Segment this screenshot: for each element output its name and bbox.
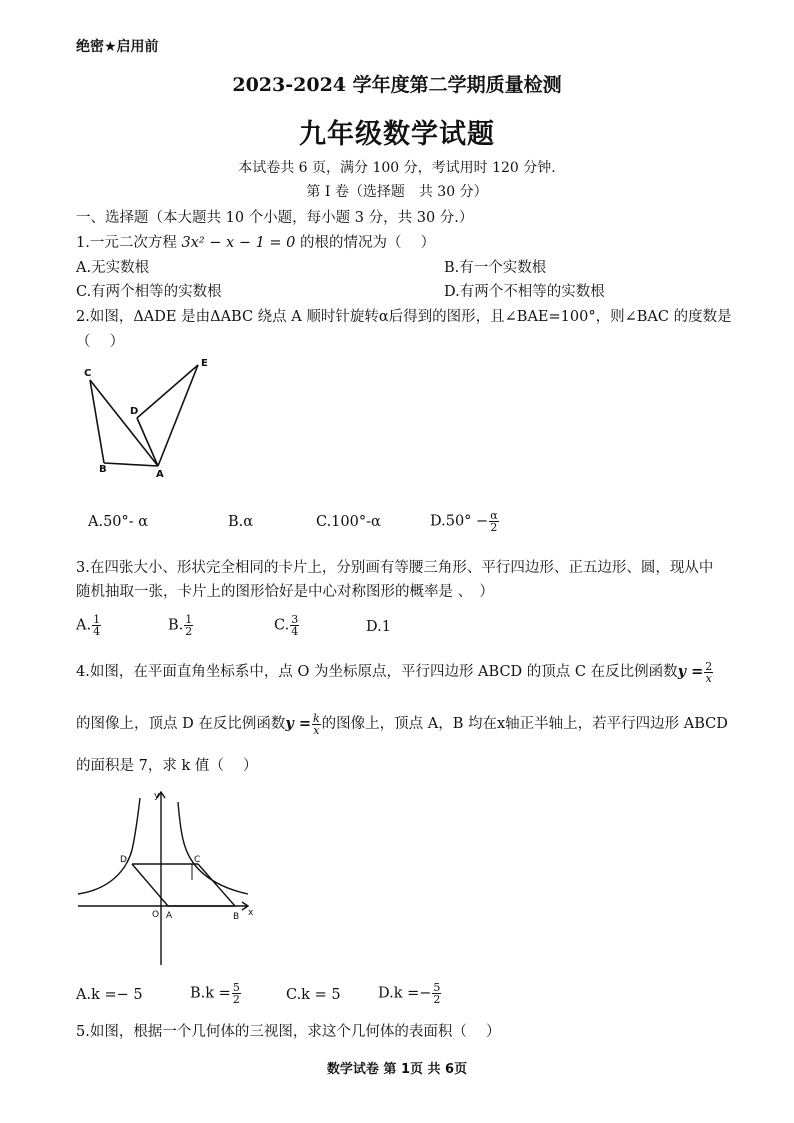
q4-line1-num: 2 bbox=[705, 659, 713, 673]
q3-option-d: D.1 bbox=[366, 619, 391, 635]
q3-option-b bbox=[168, 614, 194, 637]
q4-option-d bbox=[378, 982, 442, 1005]
q2-segment-ca bbox=[90, 380, 158, 466]
q2-d-numerator: α bbox=[490, 509, 498, 522]
q2-segment-ea bbox=[158, 365, 198, 466]
q1-option-a: A.无实数根 bbox=[76, 260, 150, 276]
question-5: 5.如图，根据一个几何体的三视图，求这个几何体的表面积（ ） bbox=[76, 1024, 501, 1040]
q4-line2-post: 的图像上，顶点 A，B 均在x轴正半轴上，若平行四边形 ABCD bbox=[321, 716, 728, 732]
q3-a-num: 1 bbox=[93, 613, 101, 626]
q2-segment-de bbox=[137, 365, 198, 418]
q4-line1-math: y = bbox=[677, 663, 704, 680]
exam-year-title: 2023-2024 学年度第二学期质量检测 bbox=[232, 74, 562, 96]
q3-b-den: 2 bbox=[185, 625, 193, 638]
q4-line2-den: x bbox=[313, 723, 320, 737]
q4-line2-fraction bbox=[312, 713, 321, 736]
q2-figure bbox=[70, 350, 230, 480]
q2-label-b: B bbox=[99, 464, 107, 475]
part-heading: 第 I 卷（选择题 共 30 分） bbox=[306, 184, 488, 200]
q4-d-fraction bbox=[432, 982, 441, 1005]
q4-segment-da bbox=[132, 864, 168, 906]
question-4-line-3: 的面积是 7，求 k 值（ ） bbox=[76, 758, 258, 774]
q4-option-c: C.k = 5 bbox=[286, 987, 341, 1003]
q1-equation: 3x² − x − 1 = 0 bbox=[181, 235, 296, 251]
q4-label-a: A bbox=[166, 911, 173, 921]
q3-c-fraction bbox=[290, 614, 299, 637]
exam-main-title: 九年级数学试题 bbox=[299, 119, 495, 150]
q3-b-prefix: B. bbox=[168, 617, 184, 634]
q2-option-d-prefix: D.50° − bbox=[430, 513, 489, 530]
question-2-paren: （ ） bbox=[76, 334, 125, 350]
q4-option-a: A.k =− 5 bbox=[76, 987, 143, 1003]
q4-line2-math: y = bbox=[285, 715, 311, 732]
q2-option-c: C.100°-α bbox=[316, 514, 381, 530]
q3-a-fraction bbox=[92, 614, 101, 637]
q4-label-y: y bbox=[154, 791, 160, 801]
q4-label-d: D bbox=[120, 855, 127, 865]
q4-curve-left bbox=[78, 798, 140, 894]
section-heading: 一、选择题（本大题共 10 个小题，每小题 3 分，共 30 分.） bbox=[76, 210, 474, 226]
q4-b-num: 5 bbox=[232, 981, 240, 994]
q3-option-a bbox=[76, 614, 102, 637]
q2-option-d-fraction bbox=[489, 510, 498, 533]
q2-label-c: C bbox=[84, 368, 92, 379]
question-1 bbox=[76, 231, 435, 252]
q3-b-fraction bbox=[184, 614, 193, 637]
q4-b-den: 2 bbox=[232, 993, 240, 1006]
question-4-line-1 bbox=[76, 660, 714, 684]
q2-d-denominator: 2 bbox=[490, 521, 498, 534]
q1-option-d: D.有两个不相等的实数根 bbox=[444, 284, 605, 300]
q2-label-a: A bbox=[156, 469, 164, 480]
q4-label-x: x bbox=[248, 908, 254, 918]
q3-a-prefix: A. bbox=[76, 617, 92, 634]
q3-c-prefix: C. bbox=[274, 617, 290, 634]
q3-c-den: 4 bbox=[291, 625, 299, 638]
q1-prefix: 1.一元二次方程 bbox=[76, 235, 182, 251]
q3-b-num: 1 bbox=[185, 613, 193, 626]
q3-c-num: 3 bbox=[291, 613, 299, 626]
q4-label-c: C bbox=[194, 855, 201, 865]
q1-option-c: C.有两个相等的实数根 bbox=[76, 284, 222, 300]
confidential-label: 绝密★启用前 bbox=[76, 39, 159, 55]
page-footer: 数学试卷 第 1页 共 6页 bbox=[326, 1062, 468, 1077]
q4-option-b bbox=[190, 982, 242, 1005]
q2-segment-cb bbox=[90, 380, 104, 463]
exam-info: 本试卷共 6 页，满分 100 分，考试用时 120 分钟. bbox=[238, 160, 556, 176]
q4-figure bbox=[70, 780, 270, 970]
question-3-line-1: 3.在四张大小、形状完全相同的卡片上，分别画有等腰三角形、平行四边形、正五边形、圆，现从中 bbox=[76, 560, 714, 576]
q3-option-c bbox=[274, 614, 300, 637]
q4-segment-cb bbox=[198, 864, 235, 906]
q4-d-prefix: D.k =− bbox=[378, 985, 432, 1002]
q4-line1-fraction bbox=[704, 661, 713, 684]
q2-label-e: E bbox=[201, 358, 208, 369]
q4-line1-text: 4.如图，在平面直角坐标系中，点 O 为坐标原点，平行四边形 ABCD 的顶点 C 在反比例函数 bbox=[76, 664, 678, 680]
q3-a-den: 4 bbox=[93, 625, 101, 638]
q1-option-b: B.有一个实数根 bbox=[444, 260, 547, 276]
q4-b-fraction bbox=[232, 982, 241, 1005]
question-4-line-2 bbox=[76, 712, 728, 736]
q4-label-o: O bbox=[152, 910, 160, 920]
q4-line2-num: k bbox=[312, 711, 320, 725]
q4-line1-den: x bbox=[705, 671, 712, 685]
q2-label-d: D bbox=[130, 406, 139, 417]
q2-option-d bbox=[430, 510, 500, 533]
q4-d-den: 2 bbox=[433, 993, 441, 1006]
q2-option-b: B.α bbox=[228, 514, 254, 530]
q2-option-a: A.50°- α bbox=[88, 514, 149, 530]
q4-line2-pre: 的图像上，顶点 D 在反比例函数 bbox=[76, 716, 286, 732]
q4-label-b: B bbox=[233, 912, 240, 922]
q1-suffix: 的根的情况为（ ） bbox=[295, 235, 436, 251]
q4-b-prefix: B.k = bbox=[190, 985, 231, 1002]
q4-d-num: 5 bbox=[433, 981, 441, 994]
q2-segment-ba bbox=[104, 463, 158, 466]
question-3-line-2: 随机抽取一张，卡片上的图形恰好是中心对称图形的概率是 、 ） bbox=[76, 584, 494, 600]
q2-segment-da bbox=[137, 418, 158, 466]
question-2: 2.如图，ΔADE 是由ΔABC 绕点 A 顺时针旋转α后得到的图形，且∠BAE=100°，则∠BAC 的度数是 bbox=[76, 309, 732, 325]
